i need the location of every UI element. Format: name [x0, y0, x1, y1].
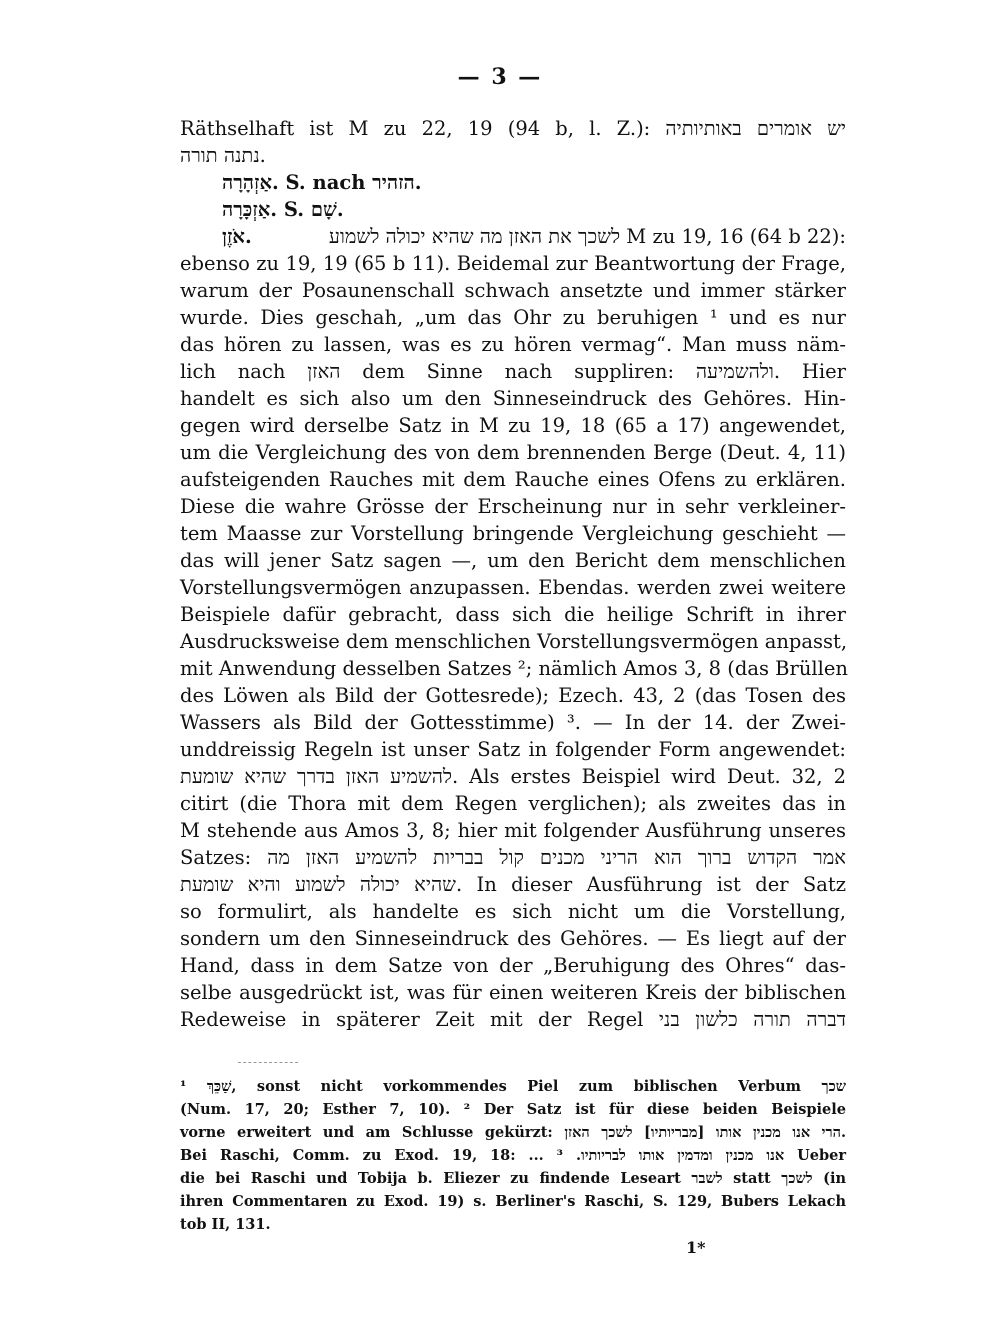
- text-line: mit Anwendung desselben Satzes ²; nämlich Amos 3, 8 (das Brüllen: [180, 657, 848, 680]
- text-line: des Löwen als Bild der Gottesrede); Ezech. 43, 2 (das Tosen des: [180, 684, 846, 707]
- text-line: lich nach האזן dem Sinne nach suppliren: ולהשמיעה. Hier: [180, 360, 846, 383]
- text-line: citirt (die Thora mit dem Regen verglichen); als zweites das in: [180, 792, 846, 815]
- page-number: — 3 —: [457, 64, 543, 90]
- lemma-azhara: אַזְהָרָה. S. nach הזהיר.: [222, 171, 422, 194]
- text-line: selbe ausgedrückt ist, was für einen weiteren Kreis der biblischen: [180, 981, 846, 1004]
- text-line: Räthselhaft ist M zu 22, 19 (94 b, l. Z.): יש אומרים באותיותיה: [180, 117, 847, 140]
- footnote-line: Bei Raschi, Comm. zu Exod. 19, 18: ... אנו מכנין ומדמין אותו לבריותיו. ³ Ueber: [180, 1147, 846, 1164]
- text-line: Satzes: אמר הקדוש ברוך הוא הריני מכנים קול בבריות להשמיע האזן מה: [180, 846, 846, 869]
- footnote-line: vorne erweitert und am Schlusse gekürzt: הרי אנו מכנין אותו [מבריותיו] לשכך האזן.: [180, 1124, 846, 1141]
- text-line: M stehende aus Amos 3, 8; hier mit folgender Ausführung unseres: [180, 819, 846, 842]
- text-line: gegen wird derselbe Satz in M zu 19, 18 (65 a 17) angewendet,: [180, 414, 846, 437]
- text-line: handelt es sich also um den Sinneseindruck des Gehöres. Hin-: [180, 387, 846, 410]
- text-line: unddreissig Regeln ist unser Satz in folgender Form angewendet:: [180, 738, 846, 761]
- text-line: נתנה תורה.: [180, 144, 266, 167]
- text-line: Wassers als Bild der Gottesstimme) ³. — In der 14. der Zwei-: [180, 711, 846, 734]
- text-line: Ausdrucksweise dem menschlichen Vorstellungsvermögen anpasst,: [180, 630, 848, 653]
- footnote-divider: [238, 1062, 298, 1063]
- lemma-azkara: אַזְכָּרָה. S. שָׁם.: [222, 198, 344, 221]
- text-line: das hören zu lassen, was es zu hören vermag“. Man muss näm-: [180, 333, 846, 356]
- text-line: ebenso zu 19, 19 (65 b 11). Beidemal zur Beantwortung der Frage,: [180, 252, 846, 275]
- text-line: das will jener Satz sagen —, um den Bericht dem menschlichen: [180, 549, 846, 572]
- footnote-line: (Num. 17, 20; Esther 7, 10). ² Der Satz ist für diese beiden Beispiele: [180, 1101, 846, 1118]
- text-line: Hand, dass in dem Satze von der „Beruhigung des Ohres“ das-: [180, 954, 846, 977]
- text-line: Vorstellungsvermögen anzupassen. Ebendas. werden zwei weitere: [180, 576, 846, 599]
- text-line: לשכך את האזן מה שהיא יכולה לשמוע M zu 19, 16 (64 b 22):: [328, 225, 846, 248]
- text-line: wurde. Dies geschah, „um das Ohr zu beruhigen ¹ und es nur: [180, 306, 846, 329]
- text-line: Redeweise in späterer Zeit mit der Regel דברה תורה כלשון בני: [180, 1008, 846, 1031]
- signature-mark: 1*: [686, 1238, 706, 1257]
- footnote-line: ¹ שַׁכֵּךְ, sonst nicht vorkommendes Piel zum biblischen Verbum שכך: [180, 1078, 846, 1095]
- text-line: um die Vergleichung des von dem brennenden Berge (Deut. 4, 11): [180, 441, 846, 464]
- lemma-ozen: אֹזֶן.: [222, 225, 252, 248]
- text-line: tem Maasse zur Vorstellung bringende Vergleichung geschieht —: [180, 522, 846, 545]
- text-line: sondern um den Sinneseindruck des Gehöres. — Es liegt auf der: [180, 927, 846, 950]
- footnote-line: ihren Commentaren zu Exod. 19) s. Berliner's Raschi, S. 129, Bubers Lekach: [180, 1193, 846, 1210]
- text-line: Beispiele dafür gebracht, dass sich die heilige Schrift in ihrer: [180, 603, 846, 626]
- text-line: warum der Posaunenschall schwach ansetzte und immer stärker: [180, 279, 846, 302]
- text-line: so formulirt, als handelte es sich nicht um die Vorstellung,: [180, 900, 846, 923]
- text-line: aufsteigenden Rauches mit dem Rauche eines Ofens zu erklären.: [180, 468, 846, 491]
- footnote-line: die bei Raschi und Tobija b. Eliezer zu findende Leseart לשבר statt לשכך (in: [180, 1170, 847, 1187]
- text-line: Diese die wahre Grösse der Erscheinung nur in sehr verkleiner-: [180, 495, 846, 518]
- footnote-line: tob II, 131.: [180, 1216, 271, 1233]
- text-line: שהיא יכולה לשמוע והיא שומעת. In dieser Ausführung ist der Satz: [180, 873, 846, 896]
- text-line: להשמיע האזן בדרך שהיא שומעת. Als erstes Beispiel wird Deut. 32, 2: [180, 765, 846, 788]
